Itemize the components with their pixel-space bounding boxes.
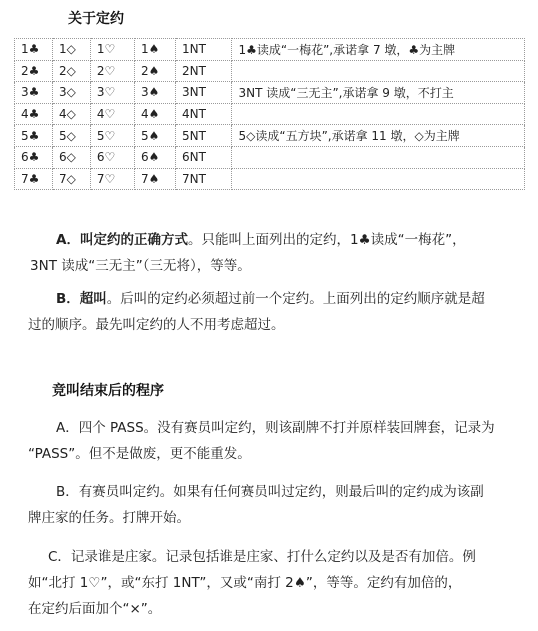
paragraph-b-heading: B．超叫 [56,291,107,307]
bid-cell: 6♣ [15,146,53,168]
bid-cell: 1♣ [15,39,53,61]
bid-cell: 5◇ [52,125,90,147]
bid-cell: 3♡ [90,82,134,104]
bids-row [15,82,525,104]
bid-cell: 1♡ [90,39,134,61]
paragraph-a-line2: 3NT 读成“三无主”（三无将），等等。 [30,258,251,274]
bid-cell: 4♣ [15,103,53,125]
bids-table [14,38,525,190]
bid-cell: 3◇ [52,82,90,104]
procedure-b-line2: 牌庄家的任务。打牌开始。 [28,510,190,526]
bid-cell: 5NT [176,125,232,147]
bid-cell: 6◇ [52,146,90,168]
bid-cell: 4♡ [90,103,134,125]
bids-row [15,146,525,168]
paragraph-a [28,227,520,253]
bid-cell: 6♡ [90,146,134,168]
bid-cell: 3♠ [135,82,176,104]
bid-cell: 6NT [176,146,232,168]
procedure-a-line1: A．四个 PASS。没有赛员叫定约，则该副牌不打并原样装回牌套，记录为 [56,420,495,436]
bid-note-cell [232,146,525,168]
bid-cell: 4◇ [52,103,90,125]
bid-note-cell [232,168,525,190]
bid-cell: 3NT [176,82,232,104]
section-title: 关于定约 [68,11,124,27]
paragraph-b-line2: 过的顺序。最先叫定约的人不用考虑超过。 [28,317,285,333]
bid-cell: 2♣ [15,60,53,82]
procedure-b-line1: B．有赛员叫定约。如果有任何赛员叫过定约，则最后叫的定约成为该副 [56,484,484,500]
bid-note-cell: 5◇读成“五方块”,承诺拿 11 墩，◇为主牌 [232,125,525,147]
bid-cell: 7♣ [15,168,53,190]
bid-cell: 4♠ [135,103,176,125]
bids-row [15,103,525,125]
bid-cell: 5♡ [90,125,134,147]
bid-cell: 1◇ [52,39,90,61]
bid-cell: 7♡ [90,168,134,190]
bid-note-cell: 3NT 读成“三无主”,承诺拿 9 墩，不打主 [232,82,525,104]
bid-cell: 3♣ [15,82,53,104]
bid-note-cell [232,103,525,125]
bids-row [15,168,525,190]
bids-row [15,60,525,82]
procedure-c-line1: C．记录谁是庄家。记录包括谁是庄家、打什么定约以及是否有加倍。例 [48,549,476,565]
bid-cell: 7♠ [135,168,176,190]
paragraph-b [28,286,520,312]
paragraph-a-heading: A．叫定约的正确方式 [56,232,188,248]
procedure-c-line3: 在定约后面加个“×”。 [28,601,162,617]
bids-row [15,39,525,61]
bid-cell: 2♠ [135,60,176,82]
bid-cell: 2♡ [90,60,134,82]
bid-cell: 1♠ [135,39,176,61]
bid-note-cell: 1♣读成“一梅花”,承诺拿 7 墩，♣为主牌 [232,39,525,61]
bid-cell: 2◇ [52,60,90,82]
bid-cell: 7NT [176,168,232,190]
procedure-heading: 竞叫结束后的程序 [52,383,164,399]
bid-cell: 5♣ [15,125,53,147]
bids-table-body [15,39,525,190]
bid-cell: 5♠ [135,125,176,147]
bid-cell: 7◇ [52,168,90,190]
paragraph-b-text-1: 。后叫的定约必须超过前一个定约。上面列出的定约顺序就是超 [106,291,485,307]
procedure-a-line2: “PASS”。但不是做废，更不能重发。 [28,446,251,462]
paragraph-a-text-1: 。只能叫上面列出的定约，1♣读成“一梅花”， [187,232,466,248]
bid-cell: 2NT [176,60,232,82]
bids-row [15,125,525,147]
bid-cell: 4NT [176,103,232,125]
bid-note-cell [232,60,525,82]
procedure-c-line2: 如“北打 1♡”，或“东打 1NT”，又或“南打 2♠”，等等。定约有加倍的， [28,575,462,591]
bid-cell: 1NT [176,39,232,61]
bid-cell: 6♠ [135,146,176,168]
